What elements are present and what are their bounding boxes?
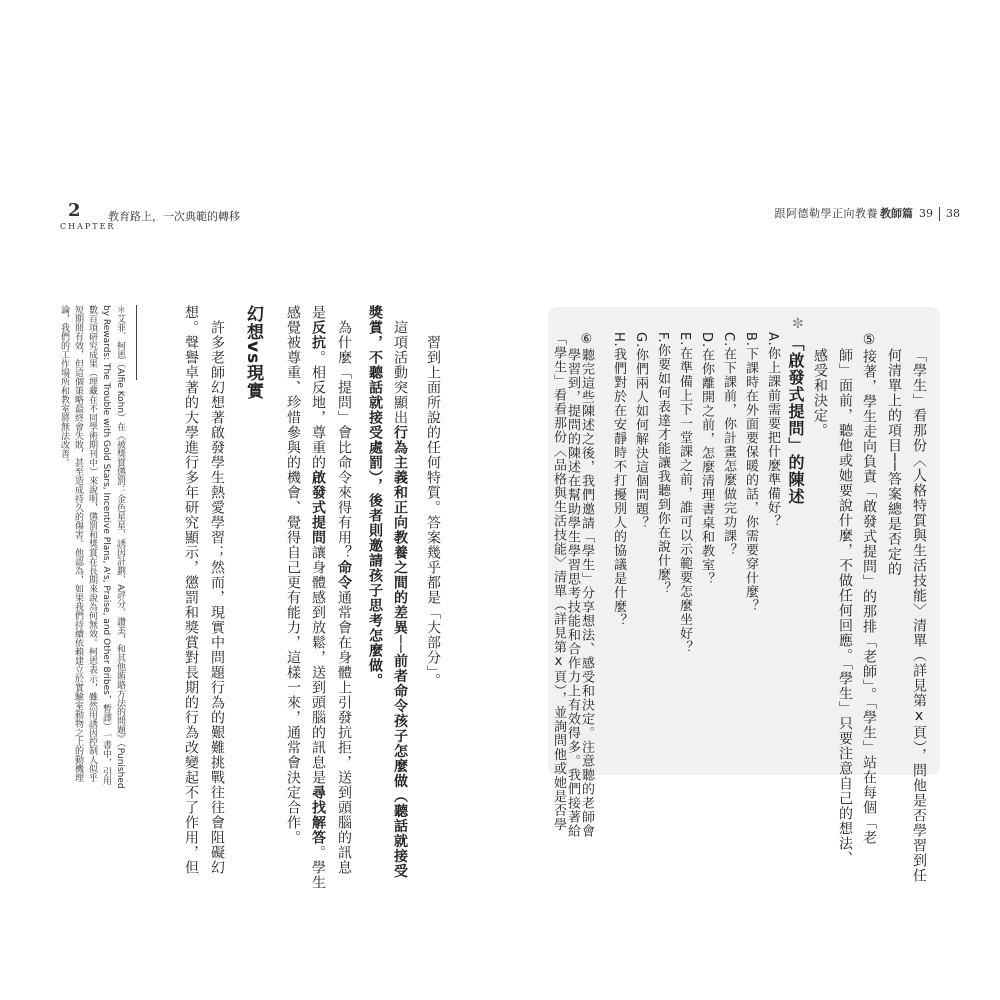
footnote-line: by Rewards: The Trouble with Gold Stars, Incentive Plans, A's, Praise, and Other Bribes，暫譯）一書中，引用 — [101, 305, 111, 785]
question-item: G.你們兩人如何解決這個問題？ — [633, 332, 648, 531]
book-title: 跟阿德勒學正向教養 — [774, 207, 878, 220]
paragraph: 習到上面所說的任何特質。答案幾乎都是「大部分」。 — [425, 335, 441, 688]
paragraph-continuation: 是反抗。相反地，尊重的啟發式提問讓身體感到放鬆，送到頭腦的訊息是尋找解答。學生 — [310, 305, 326, 890]
footnote-line: ＊艾菲．柯恩（Alfie Kohn）在《被獎賞懲罰：金色星星、誘因計劃、A評分、讚美，和其他賄賂方法的問題》（Punished — [115, 305, 125, 789]
paragraph-continuation: 獎賞，不聽話就接受處罰），後者則邀請孩子思考怎麼做。 — [367, 305, 383, 688]
box-heading: 「啟發式提問」的陳述 — [786, 335, 805, 505]
paragraph: 許多老師幻想著啟發學生熱愛學習；然而，現實中問題行為的艱難挑戰往往會阻礙幻 — [209, 320, 225, 875]
ornament-icon: ✼ — [792, 316, 804, 332]
box-line: 感受和決定。 — [812, 348, 828, 438]
box-line: ⑤接著，學生走向負責「啟發式提問」的那排「老師」。「學生」站在每個「老 — [861, 332, 877, 845]
footnote-rule — [136, 305, 137, 380]
question-item: E.在準備上下一堂課之前，誰可以示範要怎麼坐好？ — [677, 332, 692, 655]
paragraph: 這項活動突顯出行為主義和正向教養之間的差異──前者命令孩子怎麼做（聽話就接受 — [392, 320, 408, 879]
question-item: F.你要如何表達才能讓我聽到你在說什麼？ — [655, 332, 670, 596]
box-line: 「學生」看那份〈人格特質與生活技能〉清單（詳見第ⅹ頁），問他是否學習到任 — [911, 348, 927, 883]
question-item: D.在你離開之前，怎麼清理書桌和教室？ — [699, 332, 714, 587]
paragraph-continuation: 感覺被尊重、珍惜參與的機會、覺得自己更有能力，這樣一來，通常會決定合作。 — [285, 305, 301, 845]
question-item: H.我們對於在安靜時不打擾別人的協議是什麼？ — [611, 332, 626, 628]
section-heading: 幻想vs現實 — [243, 305, 263, 401]
page-number-right: 38 — [946, 207, 960, 220]
page-divider — [939, 207, 940, 221]
paragraph: 為什麼「提問」會比命令來得有用？命令通常會在身體上引發抗拒，送到頭腦的訊息 — [336, 320, 352, 875]
footnote-line: 論，我們的工作場所和教室將無法改善。 — [59, 305, 69, 467]
question-item: C.在下課前，你計畫怎麼做完功課？ — [721, 332, 736, 558]
box-line: 師」面前，聽他或她要說什麼，不做任何回應。「學生」只要注意自己的想法、 — [837, 348, 853, 866]
chapter-label: CHAPTER — [60, 222, 116, 231]
box-line: 何清單上的項目──答案總是否定的 — [886, 348, 902, 577]
box-closing-line: ⑥聽完這些陳述之後，我們邀請「學生」分享想法、感受和決定。注意聽的老師會 — [579, 332, 594, 838]
footnote-line: 短期間有效，但這個策略最終會失敗，甚至造成持久的傷害。他認為，如果我們持續依賴建立於實驗室動物之上的動機理 — [73, 305, 83, 782]
chapter-number: 2 — [68, 200, 81, 221]
box-closing-line: 「學生」看看那份〈品格與生活技能〉清單（詳見第ⅹ頁），並詢問他或她是否學 — [551, 332, 566, 832]
running-header — [775, 205, 961, 221]
section-title: 教師篇 — [880, 207, 913, 220]
paragraph-continuation: 想。聲譽卓著的大學進行多年研究顯示，懲罰和獎賞對長期的行為改變起不了作用，但 — [183, 305, 199, 875]
question-item: B.下課時在外面要保暖的話，你需要穿什麼？ — [743, 332, 758, 614]
chapter-title: 教育路上，一次典範的轉移 — [108, 210, 240, 223]
question-item: A.你上課前需要把什麼準備好？ — [765, 332, 780, 529]
page-number-left: 39 — [919, 207, 933, 220]
footnote-line: 數百項研究成果（埋藏在不同學術期刊中）來說明，懲罰和獎賞在長期來說為何無效。柯恩表示，雖然用誘因控制人似乎 — [87, 305, 97, 782]
chapter-header — [60, 200, 380, 236]
box-closing-line: 學習到，提問的陳述在幫助學生學習思考技能和合作力上有效得多。我們接著給 — [565, 348, 580, 838]
